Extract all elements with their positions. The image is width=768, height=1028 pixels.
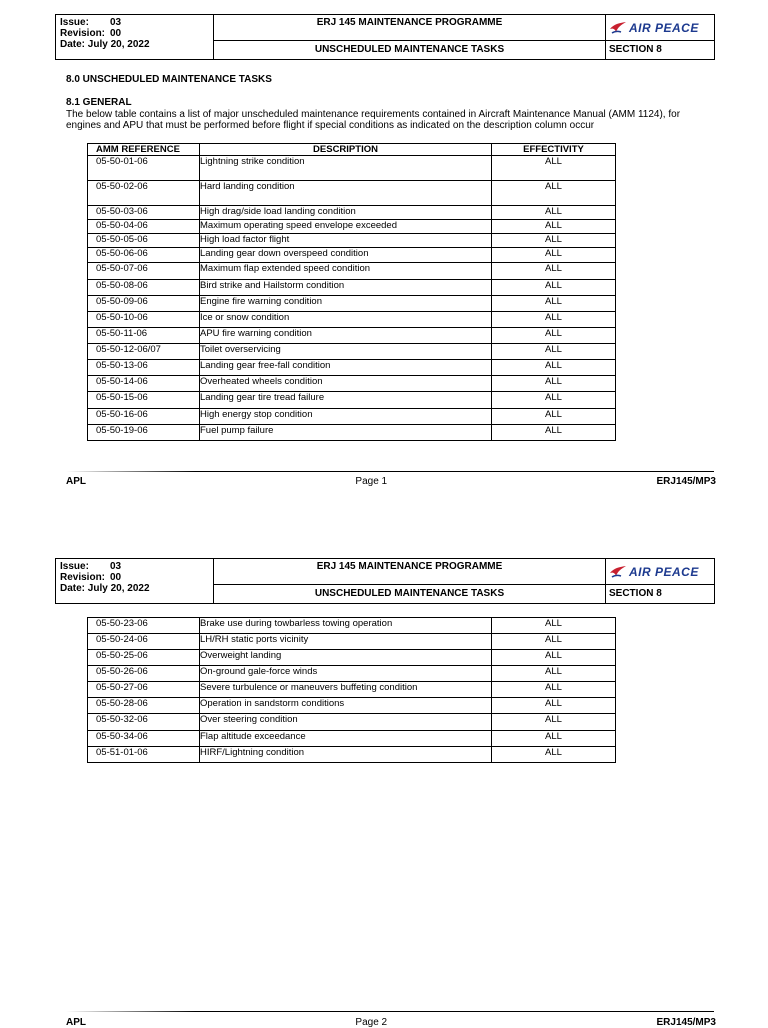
description-cell: HIRF/Lightning condition [200,747,492,763]
title-cell [214,15,606,59]
table-row [88,181,616,206]
revision-label: Revision: [60,572,106,583]
description-cell: Toilet overservicing [200,344,492,360]
revision-value: 00 [110,572,122,583]
section-label: SECTION 8 [609,588,662,599]
footer-page-number: Page 2 [355,1017,388,1028]
amm-reference-cell: 05-50-15-06 [88,392,200,409]
table-row [88,328,616,344]
effectivity-cell: ALL [492,181,616,206]
page-header [55,558,715,604]
issue-label: Issue: [60,561,89,572]
effectivity-cell: ALL [492,714,616,731]
table-row [88,731,616,747]
effectivity-cell: ALL [492,618,616,634]
section-label: SECTION 8 [609,44,662,55]
amm-reference-cell: 05-50-24-06 [88,634,200,650]
programme-title: ERJ 145 MAINTENANCE PROGRAMME [214,559,605,585]
amm-reference-cell: 05-50-11-06 [88,328,200,344]
tasks-table-page-2 [87,617,616,763]
logo-text: AIR PEACE [629,20,699,35]
general-paragraph: The below table contains a list of major unscheduled maintenance requirements contained in Aircraft Maintenance Manual (AMM 1124), for engines and APU that must be performed before flight if special conditions as indicated on the description column occur [66,109,681,131]
table-row [88,280,616,296]
issue-value: 03 [110,561,122,572]
description-cell: Engine fire warning condition [200,296,492,312]
amm-reference-cell: 05-50-28-06 [88,698,200,714]
amm-reference-cell: 05-50-01-06 [88,156,200,181]
document-page-2 [0,540,768,1028]
table-row [88,650,616,666]
air-peace-logo [605,559,714,585]
effectivity-cell: ALL [492,312,616,328]
amm-reference-cell: 05-50-16-06 [88,409,200,425]
description-cell: Fuel pump failure [200,425,492,441]
table-row [88,666,616,682]
main-heading: 8.0 UNSCHEDULED MAINTENANCE TASKS [66,74,272,85]
description-cell: LH/RH static ports vicinity [200,634,492,650]
effectivity-cell: ALL [492,220,616,234]
amm-reference-cell: 05-50-25-06 [88,650,200,666]
effectivity-cell: ALL [492,682,616,698]
effectivity-cell: ALL [492,392,616,409]
table-row [88,618,616,634]
description-cell: Operation in sandstorm conditions [200,698,492,714]
header-amm-reference: AMM REFERENCE [88,144,200,156]
description-cell: APU fire warning condition [200,328,492,344]
table-row [88,409,616,425]
tasks-table-page-1 [87,143,616,441]
amm-reference-cell: 05-50-10-06 [88,312,200,328]
effectivity-cell: ALL [492,344,616,360]
description-cell: Maximum operating speed envelope exceeded [200,220,492,234]
description-cell: Flap altitude exceedance [200,731,492,747]
amm-reference-cell: 05-50-06-06 [88,248,200,263]
amm-reference-cell: 05-50-07-06 [88,263,200,280]
table-row [88,234,616,248]
table-row [88,263,616,280]
table-row [88,156,616,181]
description-cell: Landing gear tire tread failure [200,392,492,409]
logo-text: AIR PEACE [629,564,699,579]
amm-reference-cell: 05-50-08-06 [88,280,200,296]
description-cell: High drag/side load landing condition [200,206,492,220]
description-cell: Severe turbulence or maneuvers buffeting condition [200,682,492,698]
amm-reference-cell: 05-50-04-06 [88,220,200,234]
effectivity-cell: ALL [492,156,616,181]
description-cell: Hard landing condition [200,181,492,206]
table-row [88,714,616,731]
footer-rule [66,471,714,472]
effectivity-cell: ALL [492,296,616,312]
table-row [88,344,616,360]
issue-value: 03 [110,17,122,28]
description-cell: Bird strike and Hailstorm condition [200,280,492,296]
effectivity-cell: ALL [492,747,616,763]
footer-page-number: Page 1 [355,476,388,487]
description-cell: Landing gear free-fall condition [200,360,492,376]
bird-logo-icon [609,20,627,36]
description-cell: Lightning strike condition [200,156,492,181]
description-cell: Brake use during towbarless towing operation [200,618,492,634]
effectivity-cell: ALL [492,409,616,425]
date-value: July 20, 2022 [87,39,150,50]
description-cell: Over steering condition [200,714,492,731]
section-title: UNSCHEDULED MAINTENANCE TASKS [314,44,505,55]
effectivity-cell: ALL [492,425,616,441]
effectivity-cell: ALL [492,280,616,296]
title-cell [214,559,606,603]
amm-reference-cell: 05-50-14-06 [88,376,200,392]
programme-title: ERJ 145 MAINTENANCE PROGRAMME [214,15,605,41]
amm-reference-cell: 05-50-02-06 [88,181,200,206]
air-peace-logo [605,15,714,41]
table-row [88,360,616,376]
effectivity-cell: ALL [492,731,616,747]
description-cell: On-ground gale-force winds [200,666,492,682]
amm-reference-cell: 05-50-19-06 [88,425,200,441]
description-cell: Overweight landing [200,650,492,666]
header-description: DESCRIPTION [200,144,492,156]
footer-apl: APL [66,476,86,487]
effectivity-cell: ALL [492,328,616,344]
table-row [88,634,616,650]
footer-rule [66,1011,714,1012]
effectivity-cell: ALL [492,248,616,263]
revision-label: Revision: [60,28,106,39]
effectivity-cell: ALL [492,206,616,220]
footer-apl: APL [66,1017,86,1028]
date-label: Date: [60,583,86,594]
page-footer [66,476,716,487]
logo-cell [605,15,714,59]
page-header [55,14,715,60]
table-row [88,296,616,312]
document-page-1 [0,0,768,500]
description-cell: Maximum flap extended speed condition [200,263,492,280]
amm-reference-cell: 05-50-23-06 [88,618,200,634]
bird-logo-icon [609,564,627,580]
amm-reference-cell: 05-50-32-06 [88,714,200,731]
footer-doc-code: ERJ145/MP3 [656,476,716,487]
amm-reference-cell: 05-50-26-06 [88,666,200,682]
effectivity-cell: ALL [492,650,616,666]
table-row [88,392,616,409]
effectivity-cell: ALL [492,698,616,714]
table-row [88,312,616,328]
description-cell: High load factor flight [200,234,492,248]
table-row [88,206,616,220]
subheading: 8.1 GENERAL [66,97,132,108]
issue-info-cell [56,15,214,59]
description-cell: Ice or snow condition [200,312,492,328]
amm-reference-cell: 05-50-09-06 [88,296,200,312]
footer-doc-code: ERJ145/MP3 [656,1017,716,1028]
table-header-row [88,144,616,156]
table-row [88,698,616,714]
table-row [88,747,616,763]
amm-reference-cell: 05-50-34-06 [88,731,200,747]
section-title: UNSCHEDULED MAINTENANCE TASKS [314,588,505,599]
effectivity-cell: ALL [492,234,616,248]
effectivity-cell: ALL [492,360,616,376]
issue-label: Issue: [60,17,89,28]
description-cell: Overheated wheels condition [200,376,492,392]
page-footer [66,1017,716,1028]
effectivity-cell: ALL [492,666,616,682]
amm-reference-cell: 05-50-13-06 [88,360,200,376]
revision-value: 00 [110,28,122,39]
header-effectivity: EFFECTIVITY [492,144,616,156]
effectivity-cell: ALL [492,376,616,392]
table-row [88,425,616,441]
description-cell: Landing gear down overspeed condition [200,248,492,263]
amm-reference-cell: 05-51-01-06 [88,747,200,763]
amm-reference-cell: 05-50-12-06/07 [88,344,200,360]
amm-reference-cell: 05-50-05-06 [88,234,200,248]
logo-cell [605,559,714,603]
date-value: July 20, 2022 [87,583,150,594]
effectivity-cell: ALL [492,634,616,650]
table-row [88,376,616,392]
amm-reference-cell: 05-50-03-06 [88,206,200,220]
date-label: Date: [60,39,86,50]
effectivity-cell: ALL [492,263,616,280]
table-row [88,220,616,234]
description-cell: High energy stop condition [200,409,492,425]
table-row [88,682,616,698]
table-row [88,248,616,263]
issue-info-cell [56,559,214,603]
amm-reference-cell: 05-50-27-06 [88,682,200,698]
